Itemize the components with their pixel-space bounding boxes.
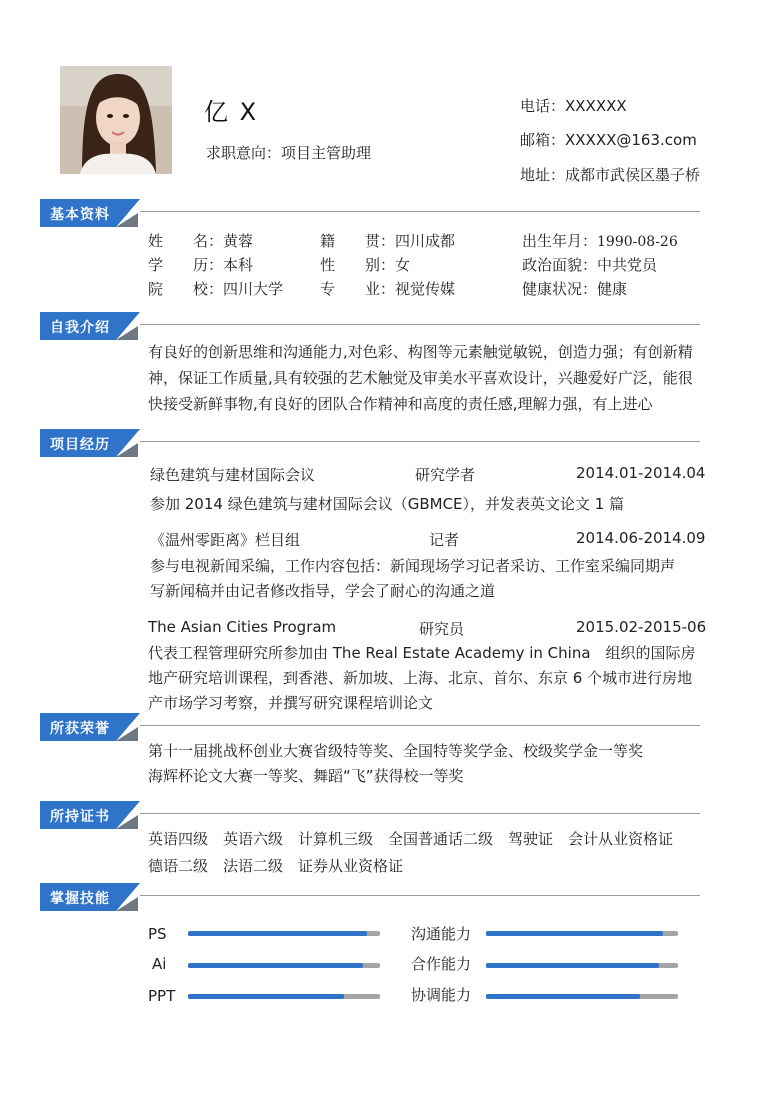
project-description-line: 地产研究培训课程，到香港、新加坡、上海、北京、首尔、东京 6 个城市进行房地 — [148, 669, 693, 687]
skill-bar-fill — [188, 994, 344, 999]
skill-bar — [188, 994, 380, 999]
honor-line: 第十一届挑战杯创业大赛省级特等奖、全国特等奖学金、校级奖学金一等奖 — [148, 742, 644, 760]
section-divider — [140, 211, 700, 212]
basic-school-value: 四川大学 — [223, 280, 284, 298]
job-intent-label: 求职意向： — [206, 144, 282, 162]
self-intro-paragraph — [148, 339, 728, 417]
skill-name: PS — [148, 925, 167, 943]
basic-native-label: 籍 贯： — [320, 232, 396, 250]
basic-birth-label: 出生年月： — [522, 232, 598, 250]
basic-school — [148, 278, 283, 299]
section-divider — [140, 813, 700, 814]
skill-bar-fill — [486, 963, 659, 968]
skill-bar-fill — [188, 963, 363, 968]
project-role: 记者 — [429, 531, 460, 549]
skill-name: Ai — [152, 955, 167, 973]
project-description-line: 参加 2014 绿色建筑与建材国际会议（GBMCE），并发表英文论文 1 篇 — [150, 495, 625, 513]
section-header-skills — [40, 883, 140, 911]
basic-school-label: 院 校： — [148, 280, 224, 298]
cert-line: 德语二级 法语二级 证券从业资格证 — [148, 857, 404, 875]
section-title-honors: 所获荣誉 — [50, 721, 110, 737]
basic-politics-value: 中共党员 — [597, 256, 658, 274]
basic-health — [522, 278, 627, 299]
basic-birth-value: 1990-08-26 — [597, 234, 678, 250]
project-date: 2015.02-2015-06 — [576, 618, 707, 636]
basic-major-value: 视觉传媒 — [395, 280, 456, 298]
project-role: 研究员 — [419, 620, 465, 638]
job-intent — [206, 142, 371, 163]
basic-major-label: 专 业： — [320, 280, 396, 298]
project-date: 2014.01-2014.04 — [576, 464, 706, 482]
basic-education-label: 学 历： — [148, 256, 224, 274]
self-intro-line: 快接受新鲜事物,有良好的团队合作精神和高度的责任感,理解力强，有上进心 — [148, 395, 653, 413]
project-role: 研究学者 — [415, 466, 476, 484]
basic-gender-value: 女 — [395, 256, 411, 274]
basic-name — [148, 230, 253, 251]
skill-name: 合作能力 — [411, 955, 472, 973]
candidate-name: 亿 X — [204, 98, 259, 126]
skill-bar — [486, 931, 678, 936]
project-description-line: 代表工程管理研究所参加由 The Real Estate Academy in China 组织的国际房 — [148, 644, 696, 662]
contact-email: 邮箱：XXXXX@163.com — [520, 131, 697, 149]
skill-bar — [188, 931, 380, 936]
cert-line: 英语四级 英语六级 计算机三级 全国普通话二级 驾驶证 会计从业资格证 — [148, 830, 674, 848]
project-title: The Asian Cities Program — [148, 618, 337, 636]
basic-birth — [522, 230, 678, 251]
job-intent-value: 项目主管助理 — [281, 144, 372, 162]
section-header-self — [40, 312, 140, 340]
skill-name: PPT — [148, 987, 176, 1005]
section-title-basic: 基本资料 — [50, 207, 110, 223]
section-divider — [140, 324, 700, 325]
skill-bar-fill — [188, 931, 367, 936]
section-divider — [140, 441, 700, 442]
portrait-image — [60, 66, 172, 174]
skill-bar — [188, 963, 380, 968]
basic-health-value: 健康 — [597, 280, 628, 298]
basic-name-label: 姓 名： — [148, 232, 224, 250]
section-divider — [140, 725, 700, 726]
profile-photo — [60, 66, 172, 174]
project-date: 2014.06-2014.09 — [576, 529, 706, 547]
self-intro-line: 有良好的创新思维和沟通能力,对色彩、构图等元素触觉敏锐，创造力强；有创新精 — [148, 343, 693, 361]
skill-name: 协调能力 — [411, 986, 472, 1004]
section-header-honors — [40, 713, 140, 741]
project-description-line: 写新闻稿并由记者修改指导，学会了耐心的沟通之道 — [150, 582, 496, 600]
skill-bar — [486, 994, 678, 999]
self-intro-line: 神，保证工作质量,具有较强的艺术触觉及审美水平喜欢设计，兴趣爱好广泛，能很 — [148, 369, 693, 387]
skill-bar-fill — [486, 994, 640, 999]
section-title-certs: 所持证书 — [50, 809, 110, 825]
section-title-skills: 掌握技能 — [50, 891, 110, 907]
skill-name: 沟通能力 — [411, 925, 472, 943]
basic-native — [320, 230, 455, 251]
basic-education-value: 本科 — [223, 256, 254, 274]
project-description-line: 产市场学习考察，并撰写研究课程培训论文 — [148, 694, 434, 712]
contact-phone: 电话：XXXXXX — [520, 97, 627, 115]
section-header-projects — [40, 429, 140, 457]
basic-politics — [522, 254, 657, 275]
basic-politics-label: 政治面貌： — [522, 256, 598, 274]
section-header-basic — [40, 199, 140, 227]
honor-line: 海辉杯论文大赛一等奖、舞蹈“飞”获得校一等奖 — [148, 767, 464, 785]
basic-gender-label: 性 别： — [320, 256, 396, 274]
basic-name-value: 黄蓉 — [223, 232, 254, 250]
basic-gender — [320, 254, 410, 275]
project-title: 《温州零距离》栏目组 — [150, 531, 301, 549]
contact-address: 地址：成都市武侯区墨子桥 — [520, 166, 701, 184]
project-title: 绿色建筑与建材国际会议 — [150, 466, 316, 484]
section-divider — [140, 895, 700, 896]
basic-native-value: 四川成都 — [395, 232, 456, 250]
skill-bar-fill — [486, 931, 663, 936]
basic-major — [320, 278, 455, 299]
section-title-projects: 项目经历 — [50, 437, 110, 453]
project-description-line: 参与电视新闻采编，工作内容包括：新闻现场学习记者采访、工作室采编同期声 — [150, 557, 676, 575]
skill-bar — [486, 963, 678, 968]
basic-education — [148, 254, 253, 275]
section-header-certs — [40, 801, 140, 829]
section-title-self: 自我介绍 — [50, 320, 110, 336]
basic-health-label: 健康状况： — [522, 280, 598, 298]
